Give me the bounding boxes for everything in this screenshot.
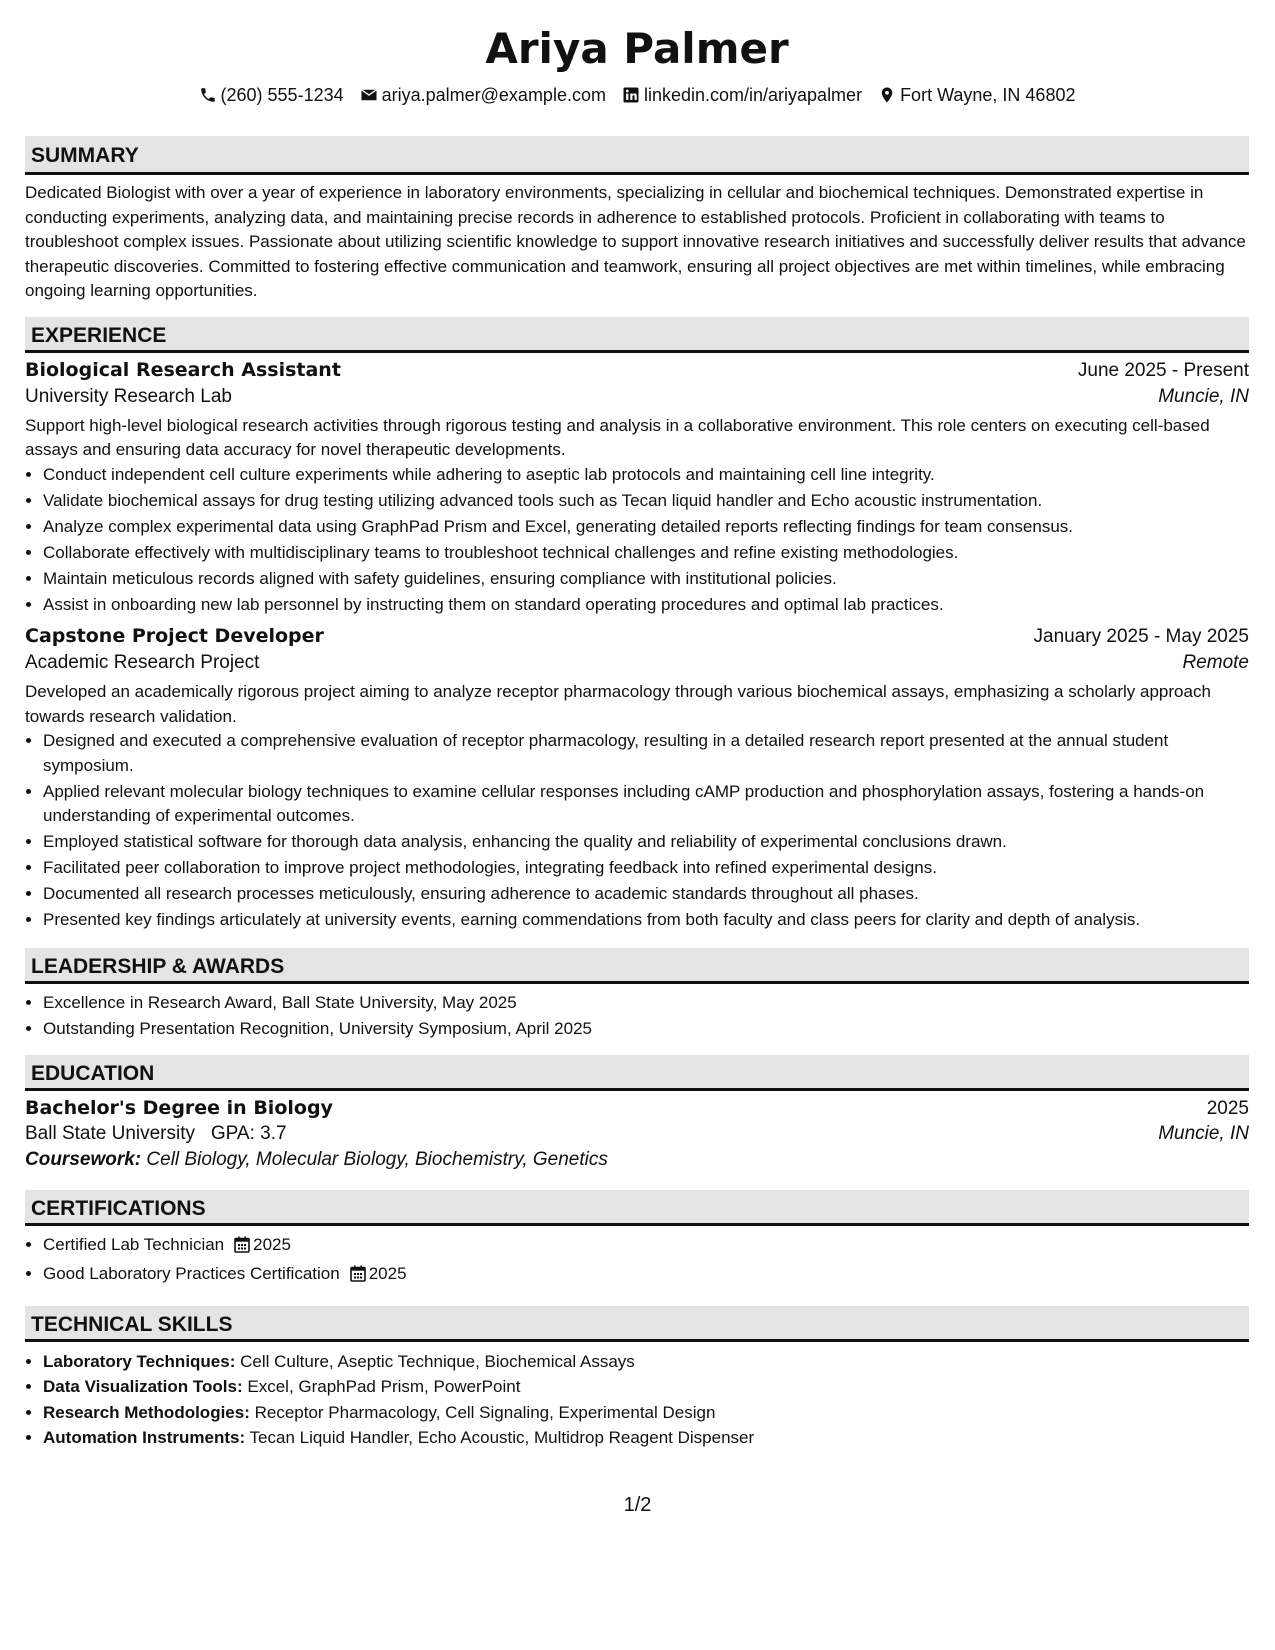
skill-label: Laboratory Techniques:: [43, 1351, 236, 1371]
job-bullets: [25, 729, 1249, 933]
list-item: • Analyze complex experimental data using GraphPad Prism and Excel, generating detailed reports reflecting findings for team consensus.: [43, 515, 1249, 540]
list-item: • Applied relevant molecular biology techniques to examine cellular responses including cAMP production and phosphorylation assays, fostering a hands-on understanding of experimental outcomes.: [43, 780, 1249, 829]
candidate-name: Ariya Palmer: [485, 24, 789, 73]
education-entry: [25, 1097, 1249, 1171]
job-organization: University Research Lab: [25, 385, 232, 407]
location-text: Fort Wayne, IN 46802: [900, 85, 1076, 105]
contact-location: [878, 82, 1075, 108]
contact-phone[interactable]: [199, 82, 344, 108]
certification-name: Good Laboratory Practices Certification: [43, 1264, 340, 1283]
skill-value: Excel, GraphPad Prism, PowerPoint: [247, 1377, 521, 1396]
coursework-label: Coursework:: [25, 1149, 142, 1170]
experience-heading: EXPERIENCE: [25, 317, 1249, 353]
skill-label: Automation Instruments:: [43, 1428, 246, 1447]
phone-text: (260) 555-1234: [220, 85, 344, 105]
school-name: Ball State University: [25, 1123, 196, 1144]
job-title: Biological Research Assistant: [25, 358, 341, 381]
skill-label: Research Methodologies:: [43, 1402, 250, 1422]
education-subheader: [25, 1123, 1249, 1145]
education-heading: EDUCATION: [25, 1055, 1249, 1091]
list-item: • Assist in onboarding new lab personnel by instructing them on standard operating procedures and optimal lab practices.: [43, 593, 1249, 618]
job-subheader: [25, 652, 1249, 674]
resume-page: [25, 0, 1249, 1451]
list-item: [43, 1233, 1249, 1261]
job-dates: January 2025 - May 2025: [1033, 626, 1249, 647]
job-subheader: [25, 386, 1249, 408]
coursework: [25, 1149, 1249, 1171]
job-header: [25, 625, 1249, 648]
job-organization: Academic Research Project: [25, 652, 260, 673]
school-line: [25, 1123, 287, 1145]
gpa: GPA: 3.7: [210, 1123, 287, 1144]
list-item: • Conduct independent cell culture experiments while adhering to aseptic lab protocols and maintaining cell line integrity.: [43, 463, 1249, 488]
awards-list: [25, 991, 1249, 1042]
linkedin-icon: [622, 86, 640, 104]
email-text: ariya.palmer@example.com: [381, 85, 606, 105]
coursework-list: Cell Biology, Molecular Biology, Biochemistry, Genetics: [146, 1149, 608, 1170]
contact-email[interactable]: [360, 82, 606, 108]
page-number: 1/2: [623, 1494, 652, 1516]
list-item: [43, 1349, 1249, 1375]
graduation-year: 2025: [1206, 1098, 1249, 1119]
skill-label: Data Visualization Tools:: [43, 1377, 243, 1396]
list-item: [43, 1425, 1249, 1451]
certification-year: 2025: [253, 1235, 291, 1254]
job-entry: [25, 625, 1249, 933]
awards-heading: LEADERSHIP & AWARDS: [25, 948, 1249, 984]
skill-value: Cell Culture, Aseptic Technique, Biochemical Assays: [240, 1351, 635, 1371]
list-item: • Maintain meticulous records aligned with safety guidelines, ensuring compliance with institutional policies.: [43, 567, 1249, 592]
linkedin-text: linkedin.com/in/ariyapalmer: [643, 85, 863, 105]
calendar-icon: [234, 1236, 250, 1261]
list-item: [43, 1374, 1249, 1400]
calendar-icon: [350, 1265, 366, 1290]
contact-bar: [25, 82, 1249, 108]
skill-value: Receptor Pharmacology, Cell Signaling, Experimental Design: [254, 1402, 716, 1422]
skills-heading: TECHNICAL SKILLS: [25, 1306, 1249, 1342]
school-location: Muncie, IN: [1158, 1123, 1249, 1144]
certifications-list: [25, 1233, 1249, 1290]
job-title: Capstone Project Developer: [25, 625, 324, 647]
certifications-heading: CERTIFICATIONS: [25, 1190, 1249, 1226]
job-entry: [25, 359, 1249, 618]
job-location: Remote: [1182, 652, 1249, 673]
list-item: [43, 1262, 1249, 1290]
envelope-icon: [360, 86, 378, 104]
summary-text: Dedicated Biologist with over a year of experience in laboratory environments, specializing in cellular and biochemical techniques. Demonstrated expertise in conducting experiments, analyzing data, and maintaining precise records in adherence to established protocols. Proficient in collaborating with teams to troubleshoot complex issues. Passionate about utilizing scientific knowledge to support innovative research initiatives and successfully deliver results that advance therapeutic discoveries. Committed to fostering effective communication and teamwork, ensuring all project objectives are met within timelines, while embracing ongoing learning opportunities.: [25, 183, 1246, 300]
job-header: [25, 359, 1249, 382]
skills-list: [25, 1349, 1249, 1451]
job-dates: June 2025 - Present: [1077, 359, 1249, 381]
list-item: • Validate biochemical assays for drug testing utilizing advanced tools such as Tecan liquid handler and Echo acoustic instrumentation.: [43, 489, 1249, 514]
certification-name: Certified Lab Technician: [43, 1235, 225, 1254]
job-description: Support high-level biological research activities through rigorous testing and analysis in a collaborative environment. This role centers on executing cell-based assays and ensuring data accuracy for novel therapeutic developments.: [25, 415, 1210, 459]
list-item: • Collaborate effectively with multidisciplinary teams to troubleshoot technical challenges and refine existing methodologies.: [43, 541, 1249, 566]
list-item: • Excellence in Research Award, Ball State University, May 2025: [43, 991, 1249, 1016]
job-description: Developed an academically rigorous project aiming to analyze receptor pharmacology through various biochemical assays, emphasizing a scholarly approach towards research validation.: [25, 682, 1211, 726]
phone-icon: [199, 86, 217, 104]
contact-linkedin[interactable]: [622, 82, 862, 108]
summary-heading: SUMMARY: [25, 136, 1249, 175]
job-location: Muncie, IN: [1158, 385, 1249, 407]
list-item: • Employed statistical software for thorough data analysis, enhancing the quality and reliability of experimental conclusions drawn.: [43, 830, 1249, 855]
skill-value: Tecan Liquid Handler, Echo Acoustic, Multidrop Reagent Dispenser: [249, 1428, 755, 1447]
map-pin-icon: [878, 86, 896, 104]
job-bullets: [25, 463, 1249, 618]
list-item: • Documented all research processes meticulously, ensuring adherence to academic standards throughout all phases.: [43, 882, 1249, 907]
list-item: • Outstanding Presentation Recognition, University Symposium, April 2025: [43, 1017, 1249, 1042]
list-item: • Designed and executed a comprehensive evaluation of receptor pharmacology, resulting in a detailed research report presented at the annual student symposium.: [43, 729, 1249, 778]
education-header: [25, 1097, 1249, 1120]
certification-year: 2025: [368, 1264, 407, 1283]
degree: Bachelor's Degree in Biology: [25, 1097, 333, 1119]
list-item: [43, 1400, 1249, 1426]
list-item: • Facilitated peer collaboration to improve project methodologies, integrating feedback into refined experimental designs.: [43, 856, 1249, 881]
list-item: • Presented key findings articulately at university events, earning commendations from both faculty and class peers for clarity and depth of analysis.: [43, 908, 1249, 933]
